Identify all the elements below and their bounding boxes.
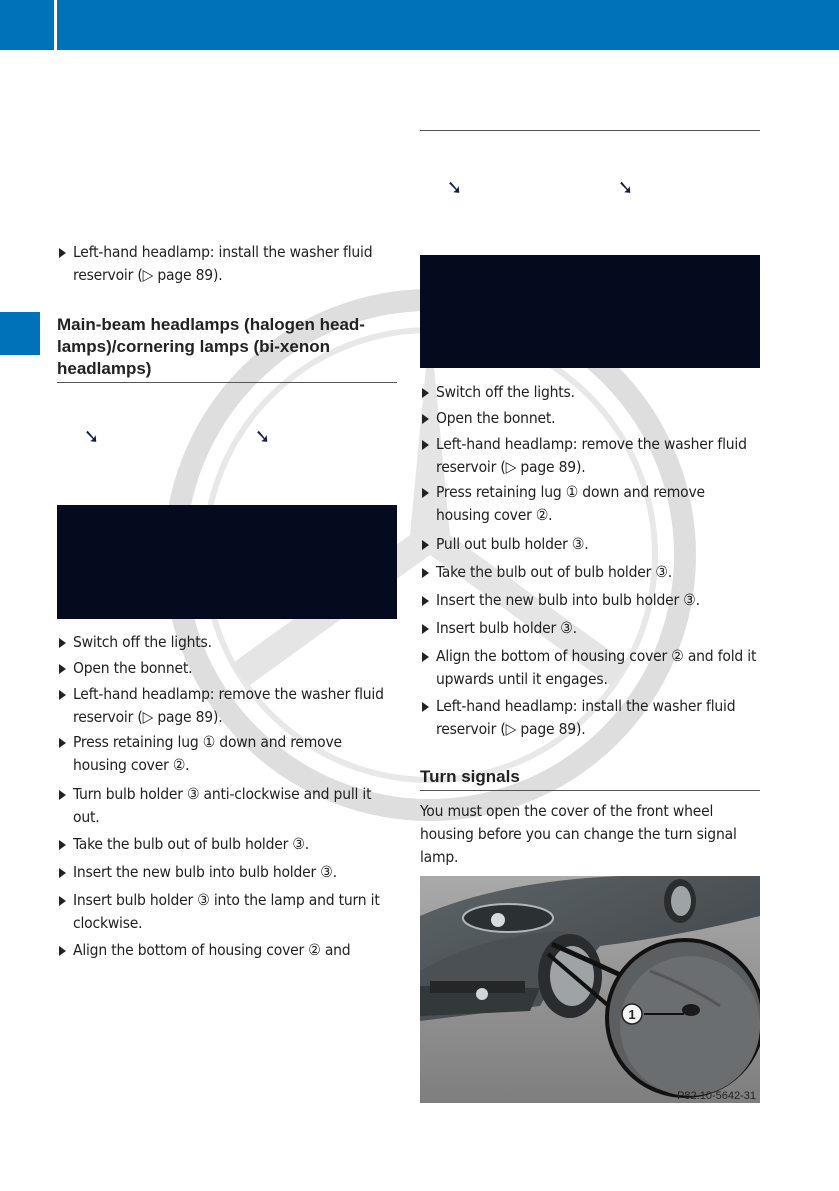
- pointer-arrow-icon: ➘: [84, 424, 100, 448]
- list-item: Switch off the lights.: [57, 631, 397, 654]
- pointer-arrow-icon: ➘: [447, 175, 463, 199]
- chapter-tab: [0, 312, 40, 355]
- list-item: Turn bulb holder ③ anti-clockwise and pull it out.: [57, 783, 397, 829]
- list-item: Left-hand headlamp: install the washer fluid reservoir (▷ page 89).: [420, 695, 760, 741]
- list-item: Left-hand headlamp: install the washer fluid reservoir (▷ page 89).: [57, 241, 397, 287]
- list-item: Insert bulb holder ③ into the lamp and turn it clockwise.: [57, 889, 397, 935]
- list-item: Insert the new bulb into bulb holder ③.: [57, 861, 397, 884]
- divider: [420, 130, 760, 131]
- section-title: Turn signals: [420, 766, 760, 791]
- pointer-arrow-icon: ➘: [618, 175, 634, 199]
- section-title: Main-beam headlamps (halogen head-lamps)/cornering lamps (bi-xenon headlamps): [57, 314, 397, 383]
- callout-number: 1: [628, 1007, 636, 1022]
- list-item: Align the bottom of housing cover ② and fold it upwards until it engages.: [420, 645, 760, 691]
- pointer-arrow-icon: ➘: [255, 424, 271, 448]
- list-item: Align the bottom of housing cover ② and: [57, 939, 397, 962]
- list-item: Open the bonnet.: [420, 407, 760, 430]
- list-item: Take the bulb out of bulb holder ③.: [57, 833, 397, 856]
- car-photo: [420, 876, 760, 1103]
- list-item: Press retaining lug ① down and remove housing cover ②.: [57, 731, 397, 777]
- car-illustration: [420, 876, 760, 1103]
- list-item: Left-hand headlamp: remove the washer fluid reservoir (▷ page 89).: [57, 683, 397, 729]
- list-item: Left-hand headlamp: remove the washer fluid reservoir (▷ page 89).: [420, 433, 760, 479]
- left-column: [57, 0, 397, 1191]
- list-item: Switch off the lights.: [420, 381, 760, 404]
- photo-caption: P82.10-5642-31: [677, 1090, 756, 1102]
- list-item: Insert the new bulb into bulb holder ③.: [420, 589, 760, 612]
- illustration: [57, 505, 397, 619]
- list-item: Press retaining lug ① down and remove housing cover ②.: [420, 481, 760, 527]
- body-paragraph: You must open the cover of the front wheel housing before you can change the turn signal lamp.: [420, 802, 737, 866]
- list-item: Take the bulb out of bulb holder ③.: [420, 561, 760, 584]
- list-item: Insert bulb holder ③.: [420, 617, 760, 640]
- list-item: Open the bonnet.: [57, 657, 397, 680]
- illustration: [420, 255, 760, 368]
- list-item: Pull out bulb holder ③.: [420, 533, 760, 556]
